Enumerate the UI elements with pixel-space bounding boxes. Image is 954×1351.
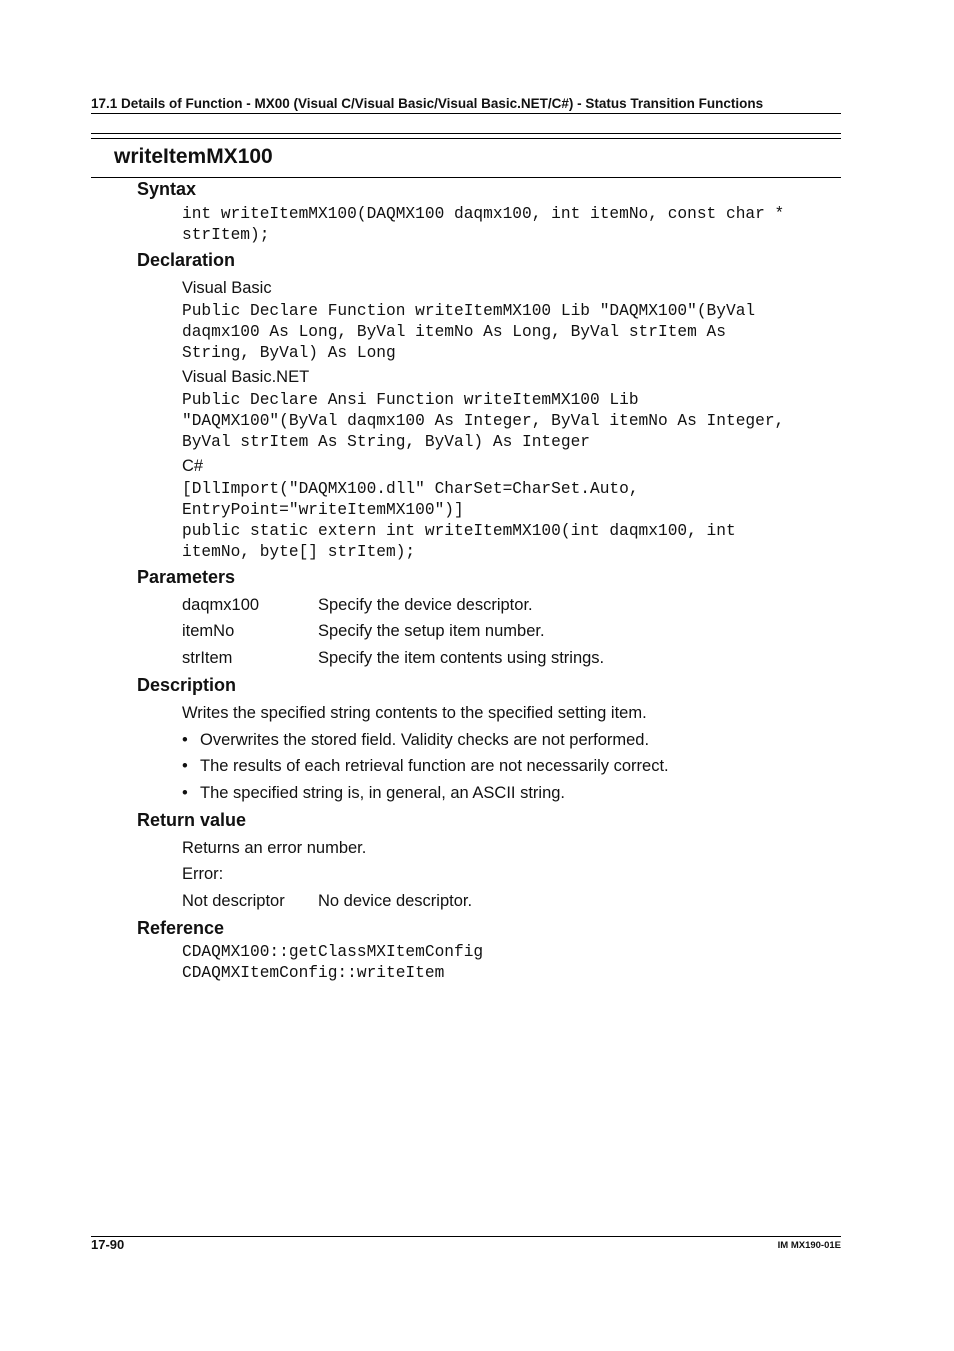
- bullet-text: Overwrites the stored field. Validity checks are not performed.: [200, 731, 650, 749]
- vb-label: Visual Basic: [182, 279, 272, 297]
- cs-label: C#: [182, 457, 204, 475]
- description-heading: Description: [137, 675, 237, 695]
- running-header: 17.1 Details of Function - MX00 (Visual C/Visual Basic/Visual Basic.NET/C#) - Status Transition Functions: [91, 96, 764, 111]
- param-desc: Specify the item contents using strings.: [318, 649, 605, 667]
- syntax-heading: Syntax: [137, 179, 197, 199]
- page-number: 17-90: [91, 1237, 125, 1252]
- vb-code: Public Declare Function writeItemMX100 Lib "DAQMX100"(ByVal daqmx100 As Long, ByVal itemNo As Long, ByVal strItem As String, ByVal) As Long: [182, 302, 756, 362]
- bullet-text: The specified string is, in general, an ASCII string.: [200, 784, 566, 802]
- title-rule-top-second: [91, 138, 841, 139]
- param-name: strItem: [182, 649, 233, 667]
- error-desc: No device descriptor.: [318, 892, 473, 910]
- title-rule-bottom: [91, 177, 841, 178]
- bullet-symbol: •: [182, 731, 188, 749]
- error-name: Not descriptor: [182, 892, 285, 910]
- reference-code: CDAQMX100::getClassMXItemConfig CDAQMXItemConfig::writeItem: [182, 943, 484, 982]
- return-value-text: Returns an error number.: [182, 839, 367, 857]
- cs-code: [DllImport("DAQMX100.dll" CharSet=CharSet.Auto, EntryPoint="writeItemMX100")] public static extern int writeItemMX100(int daqmx100, int itemNo, byte[] strItem);: [182, 480, 736, 561]
- error-label: Error:: [182, 865, 224, 883]
- vbnet-code: Public Declare Ansi Function writeItemMX100 Lib "DAQMX100"(ByVal daqmx100 As Integer, ByVal itemNo As Integer, ByVal strItem As String, ByVal) As Integer: [182, 391, 785, 451]
- parameters-heading: Parameters: [137, 567, 236, 587]
- description-bullet: [182, 757, 669, 776]
- param-desc: Specify the setup item number.: [318, 622, 545, 640]
- description-text: Writes the specified string contents to the specified setting item.: [182, 704, 647, 722]
- description-bullet: [182, 731, 649, 750]
- description-bullet: [182, 784, 565, 803]
- vbnet-label: Visual Basic.NET: [182, 368, 310, 386]
- title-rule-top: [91, 133, 841, 134]
- param-desc: Specify the device descriptor.: [318, 596, 533, 614]
- reference-heading: Reference: [137, 918, 225, 938]
- declaration-heading: Declaration: [137, 250, 236, 270]
- document-id: IM MX190-01E: [777, 1240, 841, 1251]
- param-name: itemNo: [182, 622, 235, 640]
- bullet-text: The results of each retrieval function are not necessarily correct.: [200, 757, 669, 775]
- bullet-symbol: •: [182, 757, 188, 775]
- footer-rule: [91, 1236, 841, 1237]
- header-rule: [91, 113, 841, 114]
- return-value-heading: Return value: [137, 810, 247, 830]
- param-name: daqmx100: [182, 596, 260, 614]
- syntax-code: int writeItemMX100(DAQMX100 daqmx100, int itemNo, const char * strItem);: [182, 205, 785, 244]
- bullet-symbol: •: [182, 784, 188, 802]
- function-title: writeItemMX100: [114, 145, 273, 168]
